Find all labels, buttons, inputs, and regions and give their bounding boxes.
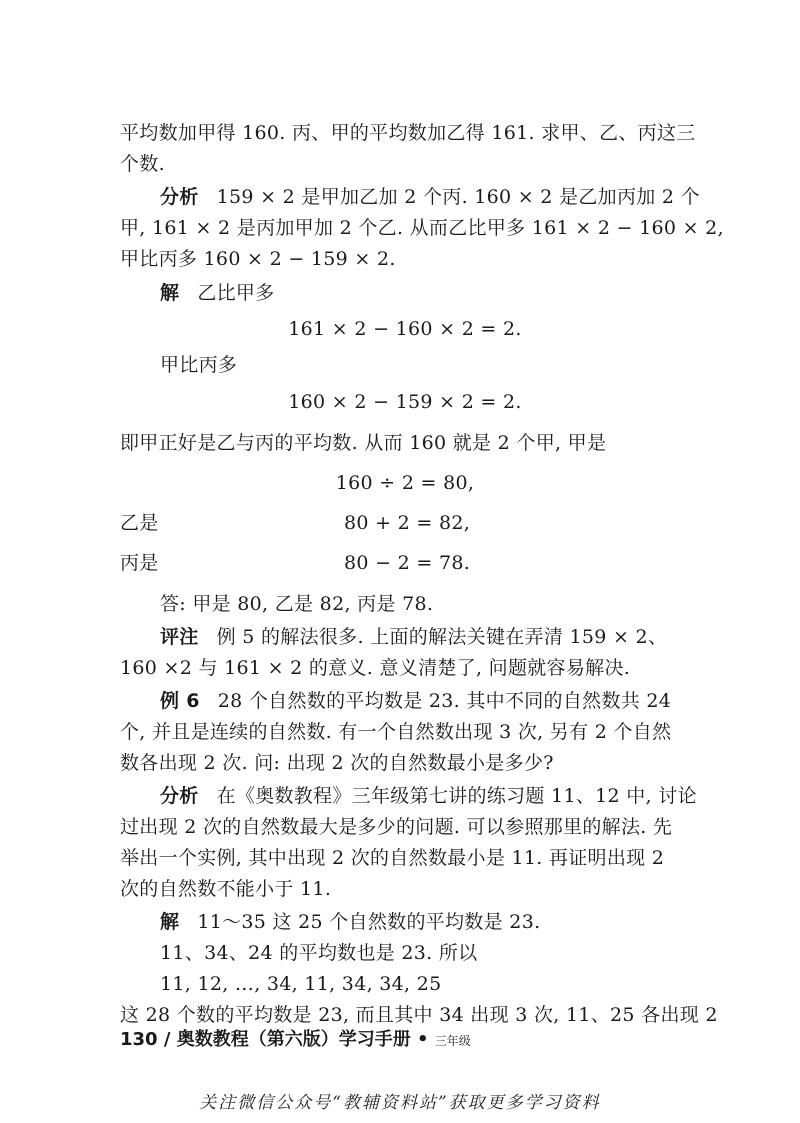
text-line: 甲比丙多 160 × 2 − 159 × 2.	[120, 248, 396, 270]
example-6-line	[160, 686, 690, 716]
equation: 160 × 2 − 159 × 2 = 2.	[288, 391, 522, 413]
text-line: 数各出现 2 次. 问: 出现 2 次的自然数最小是多少?	[120, 752, 554, 774]
comment-text: 例 5 的解法很多. 上面的解法关键在弄清 159 × 2、	[216, 626, 668, 648]
text-line: 举出一个实例, 其中出现 2 次的自然数最小是 11. 再证明出现 2	[120, 847, 665, 869]
solution-text: 乙比甲多	[197, 282, 275, 304]
analysis-text: 在《奥数教程》三年级第七讲的练习题 11、12 中, 讨论	[216, 785, 697, 807]
solution-label: 解	[160, 911, 180, 933]
yi-label: 乙是	[120, 512, 159, 534]
text-line: 甲比丙多	[160, 354, 238, 376]
page-number: 130	[120, 1029, 158, 1050]
analysis-text: 159 × 2 是甲加乙加 2 个丙. 160 × 2 是乙加丙加 2 个	[216, 186, 700, 208]
analysis-label: 分析	[160, 186, 199, 208]
solution-label: 解	[160, 282, 180, 304]
page-footer	[120, 1025, 471, 1051]
equation: 80 + 2 = 82,	[344, 512, 471, 534]
text-line: 160 ×2 与 161 × 2 的意义. 意义清楚了, 问题就容易解决.	[120, 657, 631, 679]
analysis-label: 分析	[160, 785, 199, 807]
number-sequence: 11, 12, …, 34, 11, 34, 34, 25	[160, 973, 442, 995]
footer-separator: /	[163, 1029, 171, 1050]
bing-label: 丙是	[120, 552, 159, 574]
equation: 161 × 2 − 160 × 2 = 2.	[288, 318, 522, 340]
example-text: 28 个自然数的平均数是 23. 其中不同的自然数共 24	[217, 690, 672, 712]
analysis-paragraph-line	[160, 182, 700, 212]
example-label: 例 6	[160, 690, 200, 712]
comment-label: 评注	[160, 626, 199, 648]
book-title: 奥数教程（第六版）学习手册 •	[176, 1029, 429, 1050]
solution-text: 11～35 这 25 个自然数的平均数是 23.	[197, 911, 541, 933]
grade-label: 三年级	[434, 1034, 471, 1048]
solution-line	[160, 907, 690, 937]
solution-line	[160, 278, 690, 308]
text-line: 次的自然数不能小于 11.	[120, 878, 332, 900]
answer-line: 答: 甲是 80, 乙是 82, 丙是 78.	[160, 593, 434, 615]
equation: 80 − 2 = 78.	[344, 552, 471, 574]
comment-line	[160, 622, 690, 652]
text-line: 平均数加甲得 160. 丙、甲的平均数加乙得 161. 求甲、乙、丙这三	[120, 122, 696, 144]
text-line: 甲, 161 × 2 是丙加甲加 2 个乙. 从而乙比甲多 161 × 2 − 160 × 2,	[120, 217, 724, 239]
analysis-paragraph-line	[160, 781, 697, 811]
text-line: 个数.	[120, 153, 165, 175]
text-line: 过出现 2 次的自然数最大是多少的问题. 可以参照那里的解法. 先	[120, 816, 673, 838]
watermark-text: 关注微信公众号“教辅资料站”获取更多学习资料	[199, 1093, 601, 1113]
equation: 160 ÷ 2 = 80,	[335, 472, 475, 494]
text-line: 即甲正好是乙与丙的平均数. 从而 160 就是 2 个甲, 甲是	[120, 432, 607, 454]
text-line: 11、34、24 的平均数也是 23. 所以	[160, 942, 478, 964]
text-line: 这 28 个数的平均数是 23, 而且其中 34 出现 3 次, 11、25 各出现 2	[120, 1004, 718, 1026]
text-line: 个, 并且是连续的自然数. 有一个自然数出现 3 次, 另有 2 个自然	[120, 721, 672, 743]
